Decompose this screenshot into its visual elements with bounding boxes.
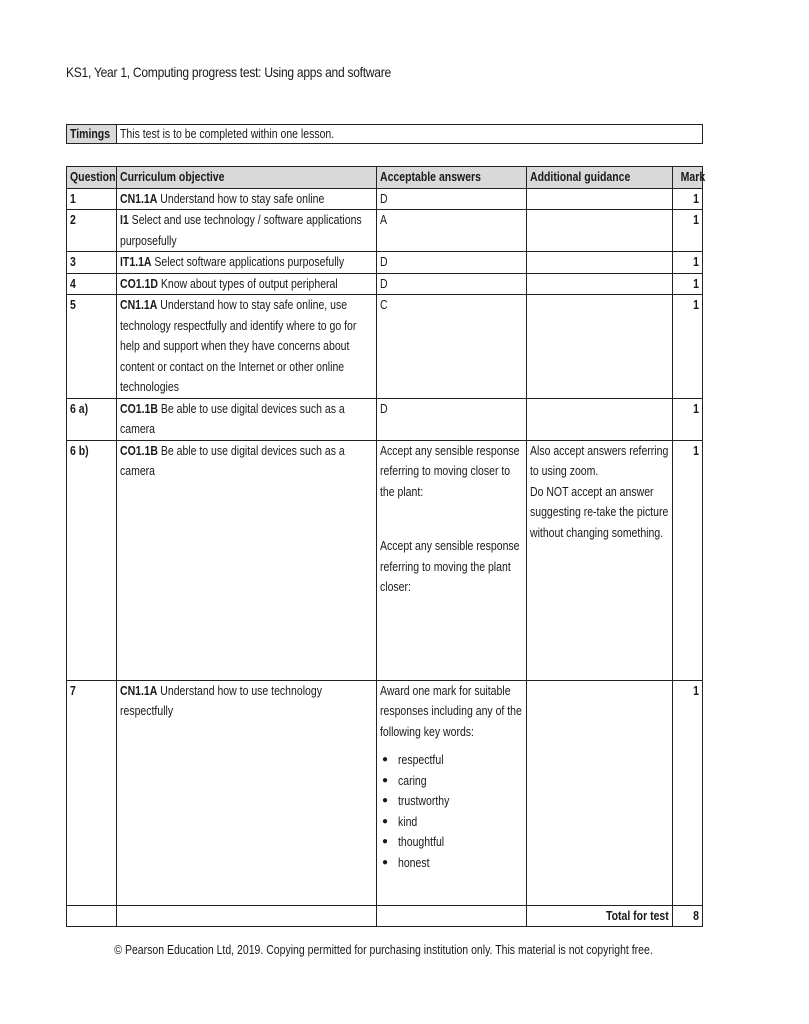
answer-text: Accept any sensible response referring to moving closer to the plant: bbox=[380, 443, 520, 499]
bullet-icon: ● bbox=[382, 836, 389, 847]
total-empty-cell bbox=[67, 905, 117, 927]
timings-label-cell bbox=[67, 125, 117, 144]
timings-table bbox=[66, 124, 703, 144]
bullet-icon: ● bbox=[382, 815, 389, 827]
mark-cell: 1 bbox=[673, 295, 703, 399]
table-row bbox=[67, 188, 703, 210]
question-number: 3 bbox=[67, 252, 117, 274]
answer-cell bbox=[377, 680, 527, 905]
table-row bbox=[67, 295, 703, 399]
objective-code: IT1.1A bbox=[120, 255, 152, 269]
guidance-text: Also accept answers referring to using zoom. bbox=[530, 443, 669, 478]
objective-cell bbox=[117, 210, 377, 252]
question-number: 7 bbox=[67, 680, 117, 905]
guidance-cell bbox=[527, 188, 673, 210]
header-guidance: Additional guidance bbox=[527, 167, 673, 189]
objective-cell bbox=[117, 680, 377, 905]
mark-cell: 1 bbox=[673, 273, 703, 295]
header-objective: Curriculum objective bbox=[117, 167, 377, 189]
mark-cell: 1 bbox=[673, 252, 703, 274]
answer-text: Accept any sensible response referring to moving the plant closer: bbox=[380, 539, 520, 594]
objective-code: CO1.1D bbox=[120, 276, 158, 291]
timings-text: This test is to be completed within one lesson. bbox=[120, 127, 335, 141]
mark-cell: 1 bbox=[673, 188, 703, 210]
header-question: Question bbox=[67, 167, 117, 189]
objective-cell bbox=[117, 273, 377, 295]
document-title: KS1, Year 1, Computing progress test: Using apps and software bbox=[66, 64, 391, 80]
table-row bbox=[67, 440, 703, 680]
list-item: ● honest bbox=[380, 853, 523, 874]
table-row bbox=[67, 398, 703, 440]
objective-code: CO1.1B bbox=[120, 443, 158, 458]
mark-cell: 1 bbox=[673, 398, 703, 440]
objective-text: Select software applications purposefully bbox=[151, 255, 345, 269]
table-row bbox=[67, 210, 703, 252]
total-row bbox=[67, 905, 703, 927]
keyword-list bbox=[380, 750, 523, 873]
guidance-cell bbox=[527, 680, 673, 905]
answer-cell: D bbox=[377, 273, 527, 295]
objective-text: Understand how to use technology respectfully bbox=[120, 683, 322, 718]
guidance-cell bbox=[527, 398, 673, 440]
question-number: 5 bbox=[67, 295, 117, 399]
answer-cell: D bbox=[377, 398, 527, 440]
objective-text: Select and use technology / software applications purposefully bbox=[120, 213, 362, 248]
objective-cell bbox=[117, 295, 377, 399]
objective-text: Be able to use digital devices such as a camera bbox=[120, 401, 345, 436]
total-empty-cell bbox=[117, 905, 377, 927]
list-item: ● kind bbox=[380, 812, 523, 833]
bullet-icon: ● bbox=[382, 774, 389, 786]
question-number: 6 b) bbox=[67, 440, 117, 680]
bullet-icon: ● bbox=[382, 856, 389, 868]
guidance-cell bbox=[527, 252, 673, 274]
question-number: 6 a) bbox=[67, 398, 117, 440]
answer-text: Award one mark for suitable responses including any of the following key words: bbox=[380, 683, 522, 739]
answer-cell: D bbox=[377, 252, 527, 274]
total-value-cell bbox=[673, 905, 703, 927]
answer-cell bbox=[377, 440, 527, 680]
list-item: ● thoughtful bbox=[380, 832, 523, 853]
list-item: ● trustworthy bbox=[380, 791, 523, 812]
timings-row bbox=[67, 125, 703, 144]
timings-label: Timings bbox=[70, 127, 111, 141]
guidance-cell bbox=[527, 295, 673, 399]
objective-text: Understand how to stay safe online bbox=[157, 191, 325, 206]
objective-text: Be able to use digital devices such as a camera bbox=[120, 443, 345, 478]
guidance-cell bbox=[527, 273, 673, 295]
question-number: 1 bbox=[67, 188, 117, 210]
objective-code: CN1.1A bbox=[120, 683, 158, 698]
header-row bbox=[67, 167, 703, 189]
list-item: ● respectful bbox=[380, 750, 523, 771]
guidance-cell bbox=[527, 210, 673, 252]
answer-cell: C bbox=[377, 295, 527, 399]
table-row bbox=[67, 680, 703, 905]
objective-code: I1 bbox=[120, 213, 129, 227]
answer-cell: A bbox=[377, 210, 527, 252]
table-row bbox=[67, 252, 703, 274]
total-value: 8 bbox=[693, 908, 699, 923]
timings-text-cell bbox=[117, 125, 703, 144]
header-mark: Mark bbox=[673, 167, 703, 189]
objective-code: CN1.1A bbox=[120, 191, 158, 206]
objective-cell bbox=[117, 188, 377, 210]
objective-code: CO1.1B bbox=[120, 401, 158, 416]
bullet-icon: ● bbox=[382, 795, 389, 806]
total-label-cell bbox=[527, 905, 673, 927]
table-row bbox=[67, 273, 703, 295]
objective-code: CN1.1A bbox=[120, 298, 158, 312]
total-empty-cell bbox=[377, 905, 527, 927]
objective-cell bbox=[117, 440, 377, 680]
question-number: 2 bbox=[67, 210, 117, 252]
question-number: 4 bbox=[67, 273, 117, 295]
bullet-icon: ● bbox=[382, 754, 389, 765]
mark-scheme-table bbox=[66, 166, 706, 927]
mark-cell: 1 bbox=[673, 680, 703, 905]
objective-cell bbox=[117, 252, 377, 274]
answer-cell: D bbox=[377, 188, 527, 210]
mark-cell: 1 bbox=[673, 210, 703, 252]
guidance-cell bbox=[527, 440, 673, 680]
header-answers: Acceptable answers bbox=[377, 167, 527, 189]
objective-text: Know about types of output peripheral bbox=[157, 276, 338, 291]
list-item: ● caring bbox=[380, 771, 523, 792]
copyright-footer: © Pearson Education Ltd, 2019. Copying permitted for purchasing institution only. This material is not copyright free. bbox=[114, 943, 654, 957]
objective-cell bbox=[117, 398, 377, 440]
total-label: Total for test bbox=[606, 908, 669, 923]
mark-cell: 1 bbox=[673, 440, 703, 680]
guidance-text: Do NOT accept an answer suggesting re-take the picture without changing something. bbox=[530, 484, 669, 540]
objective-text: Understand how to stay safe online, use technology respectfully and identify where to go for help and support when they have concerns about content or contact on the Internet or other online technologies bbox=[120, 298, 357, 394]
